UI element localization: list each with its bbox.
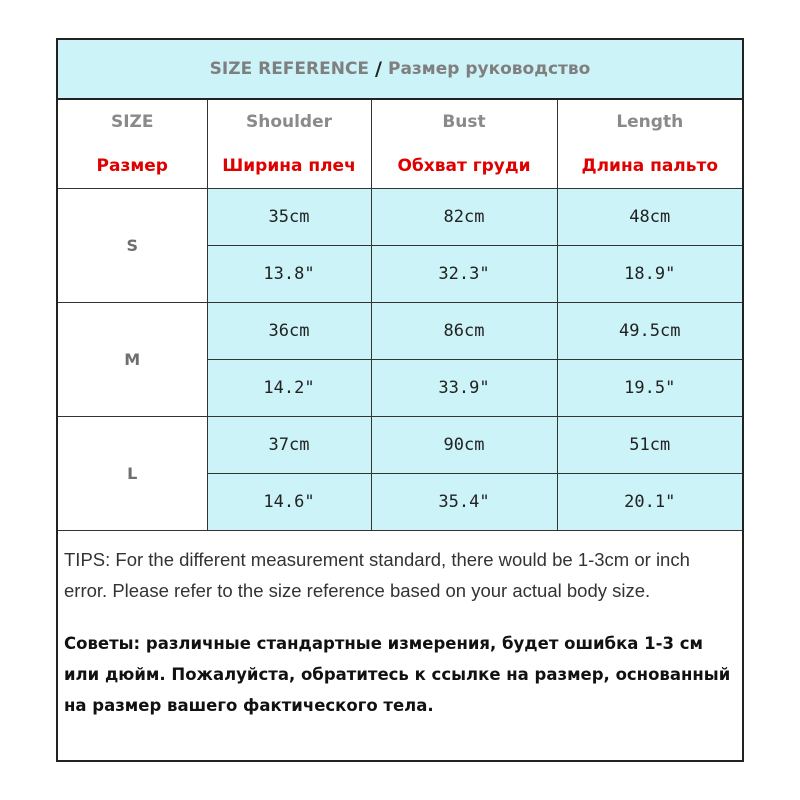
header-size-ru: Размер [58, 144, 207, 189]
title-ru: Размер руководство [388, 59, 591, 79]
length-inch: 18.9" [557, 246, 742, 303]
tips-english: TIPS: For the different measurement standard, there would be 1-3cm or inch error. Please refer to the size reference based on your actual body size. [64, 549, 690, 601]
header-bust-ru: Обхват груди [371, 144, 557, 189]
header-row-en [58, 100, 742, 144]
header-size: SIZE [58, 100, 207, 144]
bust-inch: 33.9" [371, 360, 557, 417]
tips-section [58, 540, 742, 721]
header-length-ru: Длина пальто [557, 144, 742, 189]
chart-title [58, 40, 742, 100]
shoulder-cm: 37cm [207, 417, 371, 474]
length-cm: 51cm [557, 417, 742, 474]
title-en: SIZE REFERENCE [209, 59, 370, 79]
bust-inch: 32.3" [371, 246, 557, 303]
bust-cm: 82cm [371, 189, 557, 246]
bust-inch: 35.4" [371, 474, 557, 531]
size-label-l: L [58, 417, 207, 531]
shoulder-cm: 36cm [207, 303, 371, 360]
header-shoulder-ru: Ширина плеч [207, 144, 371, 189]
header-bust: Bust [371, 100, 557, 144]
length-inch: 20.1" [557, 474, 742, 531]
length-cm: 48cm [557, 189, 742, 246]
table-row [58, 303, 742, 360]
shoulder-inch: 14.2" [207, 360, 371, 417]
bust-cm: 90cm [371, 417, 557, 474]
table-row [58, 417, 742, 474]
shoulder-cm: 35cm [207, 189, 371, 246]
table-row [58, 189, 742, 246]
header-length: Length [557, 100, 742, 144]
bust-cm: 86cm [371, 303, 557, 360]
size-label-s: S [58, 189, 207, 303]
size-label-m: M [58, 303, 207, 417]
title-separator: / [375, 58, 382, 80]
length-cm: 49.5cm [557, 303, 742, 360]
size-table [58, 100, 742, 531]
size-reference-chart [56, 38, 744, 762]
length-inch: 19.5" [557, 360, 742, 417]
header-row-ru [58, 144, 742, 189]
shoulder-inch: 14.6" [207, 474, 371, 531]
shoulder-inch: 13.8" [207, 246, 371, 303]
header-shoulder: Shoulder [207, 100, 371, 144]
tips-russian: Советы: различные стандартные измерения, будет ошибка 1-3 см или дюйм. Пожалуйста, обратитесь к ссылке на размер, основанный на размер вашего фактического тела. [64, 634, 731, 715]
